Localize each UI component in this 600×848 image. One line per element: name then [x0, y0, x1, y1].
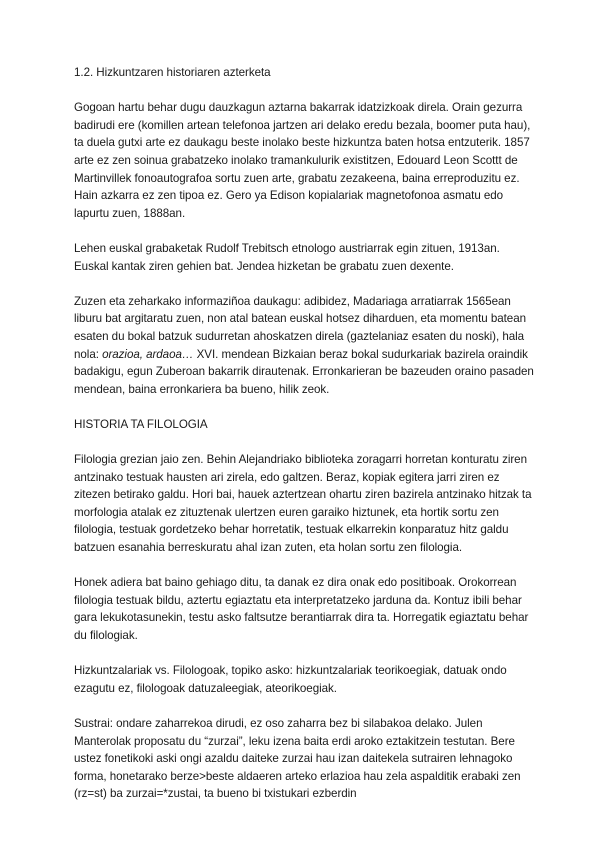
section-heading: HISTORIA TA FILOLOGIA: [74, 417, 208, 431]
paragraph-written-evidence: Gogoan hartu behar dugu dauzkagun aztarna bakarrak idatzizkoak direla. Orain gezurra badirudi ere (komillen artean telefonoa jartzen ari delako eredu bezala, boomer puta hau), ta duela gutxi arte ez daukagu beste inolako beste hizkuntza baten hotsa entzuterik. 1857 arte ez zen soinua grabatzeko inolako tramankulurik existitzen, Edouard Leon Scottt de Martinvillek fonoautografoa sortu zuen arte, grabatu zezakeena, baina erreproduzitu ez. Hain azkarra ez zen tipoa ez. Gero ya Edison kopialariak magnetofonoa asmatu edo lapurtu zuen, 1888an.: [74, 101, 531, 220]
paragraph-text: XVI. mendean Bizkaian beraz bokal sudurkariak bazirela oraindik badakigu, egun Zuberoan bakarrik dirautenak. Erronkarieran be bazeuden oraino pasaden mendean, baina erronkariera ba bueno, hilik zeok.: [74, 347, 534, 396]
italic-examples: orazioa, ardaoa…: [102, 347, 194, 361]
paragraph-indirect-info: [74, 293, 534, 399]
paragraph-text: Zuzen eta zeharkako informaziñoa daukagu: adibidez, Madariaga arratiarrak 1565ean liburu bat argitaratu zuen, non atal batean euskal hotsez diharduen, eta momentu batean esaten du bokal batzuk sudurretan ahoskatzen direla (gaztelaniaz esaten du noski), hala nola:: [74, 294, 526, 361]
document-page: [74, 64, 534, 821]
paragraph-philology-meanings: Honek adiera bat baino gehiago ditu, ta danak ez dira onak edo positiboak. Orokorrean filologia testuak bildu, aztertu egiaztatu eta interpretatzeko jarduna da. Kontuz ibili behar gara lekukotasunekin, testu asko faltsutze berantiarrak dira ta. Horregatik egiaztatu behar du filologiak.: [74, 576, 529, 642]
paragraph-philology-origin: Filologia grezian jaio zen. Behin Alejandriako biblioteka zoragarri horretan konturatu ziren antzinako testuak hausten ari zirela, edo galtzen. Beraz, kopiak egitera jarri ziren ez zitezen betirako galdu. Hori bai, hauek aztertzean ohartu ziren bazirela antzinako hitzak ta morfologia atalak ez zituztenak ulertzen euren garaiko hiztunek, eta hortik sortu zen filologia, testuak gordetzeko behar horretatik, testuak elkarrekin konparatuz hitz galdu batzuen esanahia berreskuratu ahal izan zuten, eta holan sortu zen filologia.: [74, 453, 532, 555]
page-title: 1.2. Hizkuntzaren historiaren azterketa: [74, 66, 271, 79]
paragraph-linguists-vs-philologists: Hizkuntzalariak vs. Filologoak, topiko asko: hizkuntzalariak teorikoegiak, datuak ondo ezagutu ez, filologoak datuzaleegiak, ateorikoegiak.: [74, 664, 507, 695]
paragraph-sustrai: Sustrai: ondare zaharrekoa dirudi, ez oso zaharra bez bi silabakoa delako. Julen Manterolak proposatu du “zurzai”, leku izena baita erdi aroko eztakitzein testutan. Bere ustez fonetikoki aski ongi azaldu daiteke zurzai hau izan daitekela sutrairen lehnagoko forma, honetarako berze>beste aldaeren arteko erlazioa hau zela aspalditik erabaki zen (rz=st) ba zurzai=*zustai, ta bueno bi txistukari ezberdin: [74, 716, 521, 801]
paragraph-first-recordings: Lehen euskal grabaketak Rudolf Trebitsch etnologo austriarrak egin zituen, 1913an. Euskal kantak ziren gehien bat. Jendea hizketan be grabatu zuen dexente.: [74, 241, 500, 273]
